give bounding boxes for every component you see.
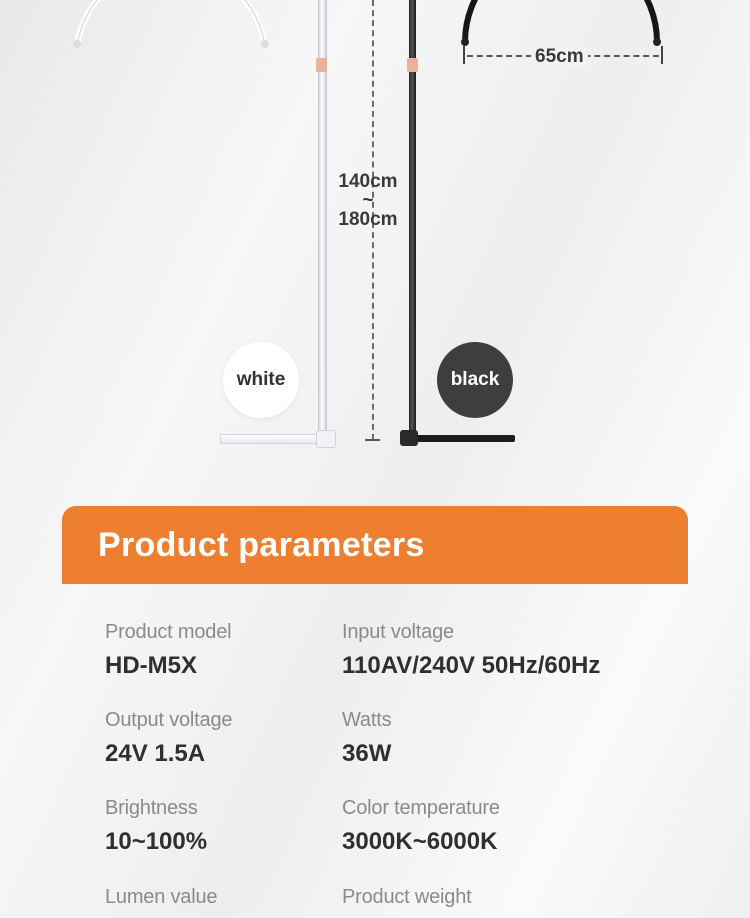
param-value: HD-M5X (105, 652, 198, 679)
section-title: Product parameters (98, 526, 425, 564)
param-value: 24V 1.5A (105, 740, 206, 767)
param-watts (342, 709, 391, 768)
param-label: Output voltage (105, 709, 233, 731)
param-product-weight (342, 886, 472, 917)
black-lamp-arc (455, 0, 670, 48)
param-product-model (105, 621, 231, 680)
param-label: Color temperature (342, 797, 500, 819)
param-label: Product weight (342, 886, 472, 908)
width-dimension (463, 44, 663, 68)
black-lamp-foot (400, 430, 418, 446)
param-label: Input voltage (342, 621, 454, 643)
param-lumen-value (105, 886, 217, 917)
height-label: 140cm ~ 180cm (338, 171, 398, 230)
color-option-black-label: black (450, 369, 500, 390)
param-value: 36W (342, 740, 392, 767)
white-pole-joint (316, 58, 327, 72)
param-value: 110AV/240V 50Hz/60Hz (342, 652, 601, 679)
param-label: Lumen value (105, 886, 218, 908)
color-option-white-label: white (236, 369, 286, 390)
param-brightness (105, 797, 207, 856)
height-dimension-tick (365, 439, 380, 441)
param-input-voltage (342, 621, 600, 680)
param-label: Product model (105, 621, 232, 643)
white-lamp-foot (316, 430, 336, 448)
param-label: Brightness (105, 797, 198, 819)
white-lamp-arc (55, 0, 285, 48)
color-option-black (437, 342, 513, 418)
black-pole-joint (407, 58, 418, 72)
parameters-grid (0, 584, 750, 918)
section-banner (62, 506, 688, 584)
width-label: 65cm (531, 46, 588, 68)
param-value: 3000K~6000K (342, 828, 498, 855)
color-option-white (223, 342, 299, 418)
param-value: 10~100% (105, 828, 208, 855)
param-output-voltage (105, 709, 232, 768)
param-color-temperature (342, 797, 500, 856)
param-label: Watts (342, 709, 392, 731)
